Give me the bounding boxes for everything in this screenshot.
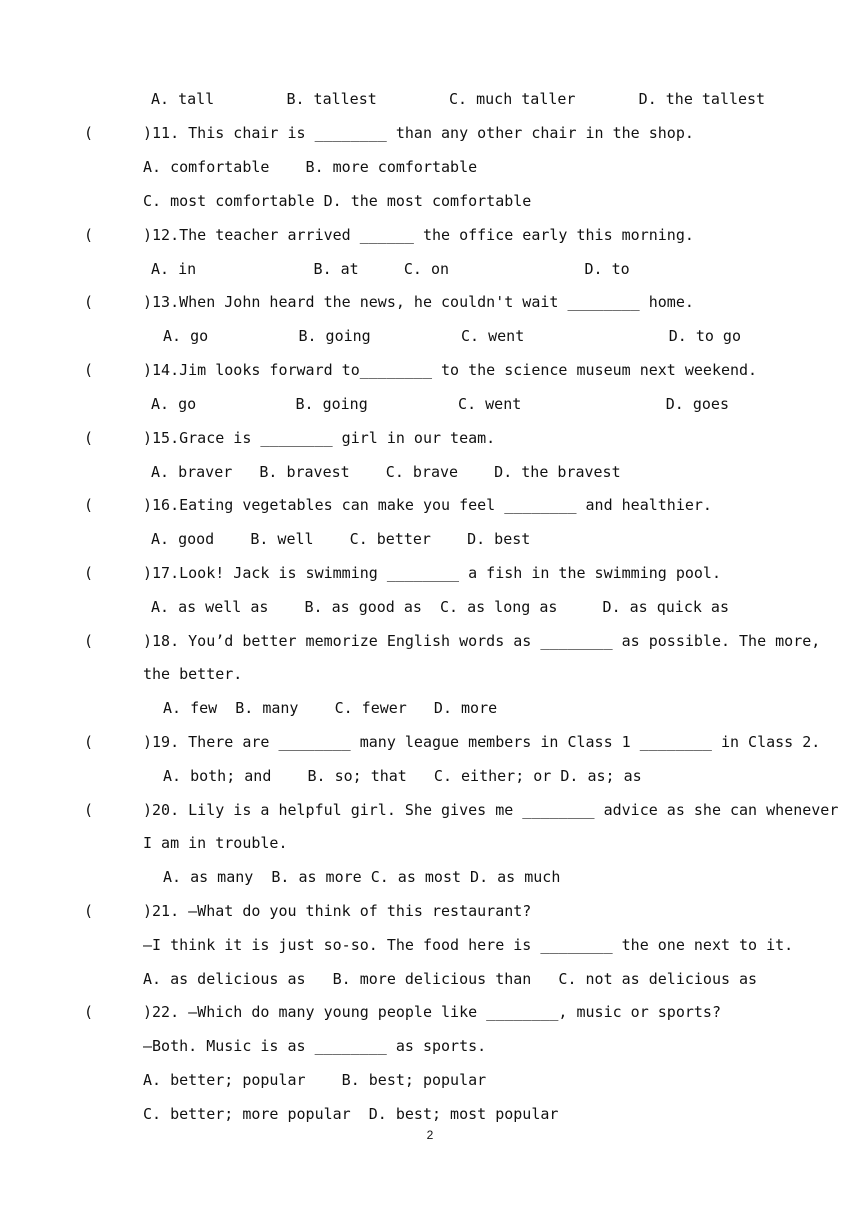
answer-paren-q13: ( bbox=[84, 293, 94, 311]
answer-paren-q18: ( bbox=[84, 632, 94, 650]
answer-paren-q11: ( bbox=[84, 124, 94, 142]
answer-paren-q17: ( bbox=[84, 564, 94, 582]
options-q21: A. as delicious as B. more delicious than C. not as delicious as bbox=[143, 970, 758, 988]
options-q22-b: C. better; more popular D. best; most popular bbox=[143, 1105, 559, 1123]
question-19: )19. There are ________ many league members in Class 1 ________ in Class 2. bbox=[143, 733, 821, 751]
question-16: )16.Eating vegetables can make you feel ________ and healthier. bbox=[143, 496, 712, 514]
options-q18: A. few B. many C. fewer D. more bbox=[163, 699, 498, 717]
question-17: )17.Look! Jack is swimming ________ a fish in the swimming pool. bbox=[143, 564, 721, 582]
question-20-cont: I am in trouble. bbox=[143, 834, 288, 852]
options-q11-b: C. most comfortable D. the most comfortable bbox=[143, 192, 532, 210]
answer-paren-q19: ( bbox=[84, 733, 94, 751]
answer-paren-q22: ( bbox=[84, 1003, 94, 1021]
question-21-cont: —I think it is just so-so. The food here is ________ the one next to it. bbox=[143, 936, 794, 954]
question-21: )21. —What do you think of this restaurant? bbox=[143, 902, 532, 920]
options-q10: A. tall B. tallest C. much taller D. the tallest bbox=[151, 90, 766, 108]
page-number: 2 bbox=[426, 1128, 434, 1142]
question-18-cont: the better. bbox=[143, 665, 243, 683]
options-q22-a: A. better; popular B. best; popular bbox=[143, 1071, 487, 1089]
options-q13: A. go B. going C. went D. to go bbox=[163, 327, 741, 345]
question-12: )12.The teacher arrived ______ the office early this morning. bbox=[143, 226, 694, 244]
options-q19: A. both; and B. so; that C. either; or D. as; as bbox=[163, 767, 642, 785]
question-22: )22. —Which do many young people like ________, music or sports? bbox=[143, 1003, 721, 1021]
options-q11-a: A. comfortable B. more comfortable bbox=[143, 158, 478, 176]
options-q17: A. as well as B. as good as C. as long as D. as quick as bbox=[151, 598, 729, 616]
options-q12: A. in B. at C. on D. to bbox=[151, 260, 630, 278]
answer-paren-q14: ( bbox=[84, 361, 94, 379]
answer-paren-q15: ( bbox=[84, 429, 94, 447]
question-20: )20. Lily is a helpful girl. She gives me ________ advice as she can whenever bbox=[143, 801, 839, 819]
question-13: )13.When John heard the news, he couldn't wait ________ home. bbox=[143, 293, 694, 311]
options-q14: A. go B. going C. went D. goes bbox=[151, 395, 729, 413]
options-q15: A. braver B. bravest C. brave D. the bravest bbox=[151, 463, 621, 481]
options-q16: A. good B. well C. better D. best bbox=[151, 530, 531, 548]
question-14: )14.Jim looks forward to________ to the science museum next weekend. bbox=[143, 361, 758, 379]
options-q20: A. as many B. as more C. as most D. as much bbox=[163, 868, 561, 886]
answer-paren-q20: ( bbox=[84, 801, 94, 819]
question-15: )15.Grace is ________ girl in our team. bbox=[143, 429, 496, 447]
question-22-cont: —Both. Music is as ________ as sports. bbox=[143, 1037, 487, 1055]
answer-paren-q21: ( bbox=[84, 902, 94, 920]
answer-paren-q12: ( bbox=[84, 226, 94, 244]
question-18: )18. You’d better memorize English words as ________ as possible. The more, bbox=[143, 632, 821, 650]
question-11: )11. This chair is ________ than any other chair in the shop. bbox=[143, 124, 694, 142]
answer-paren-q16: ( bbox=[84, 496, 94, 514]
